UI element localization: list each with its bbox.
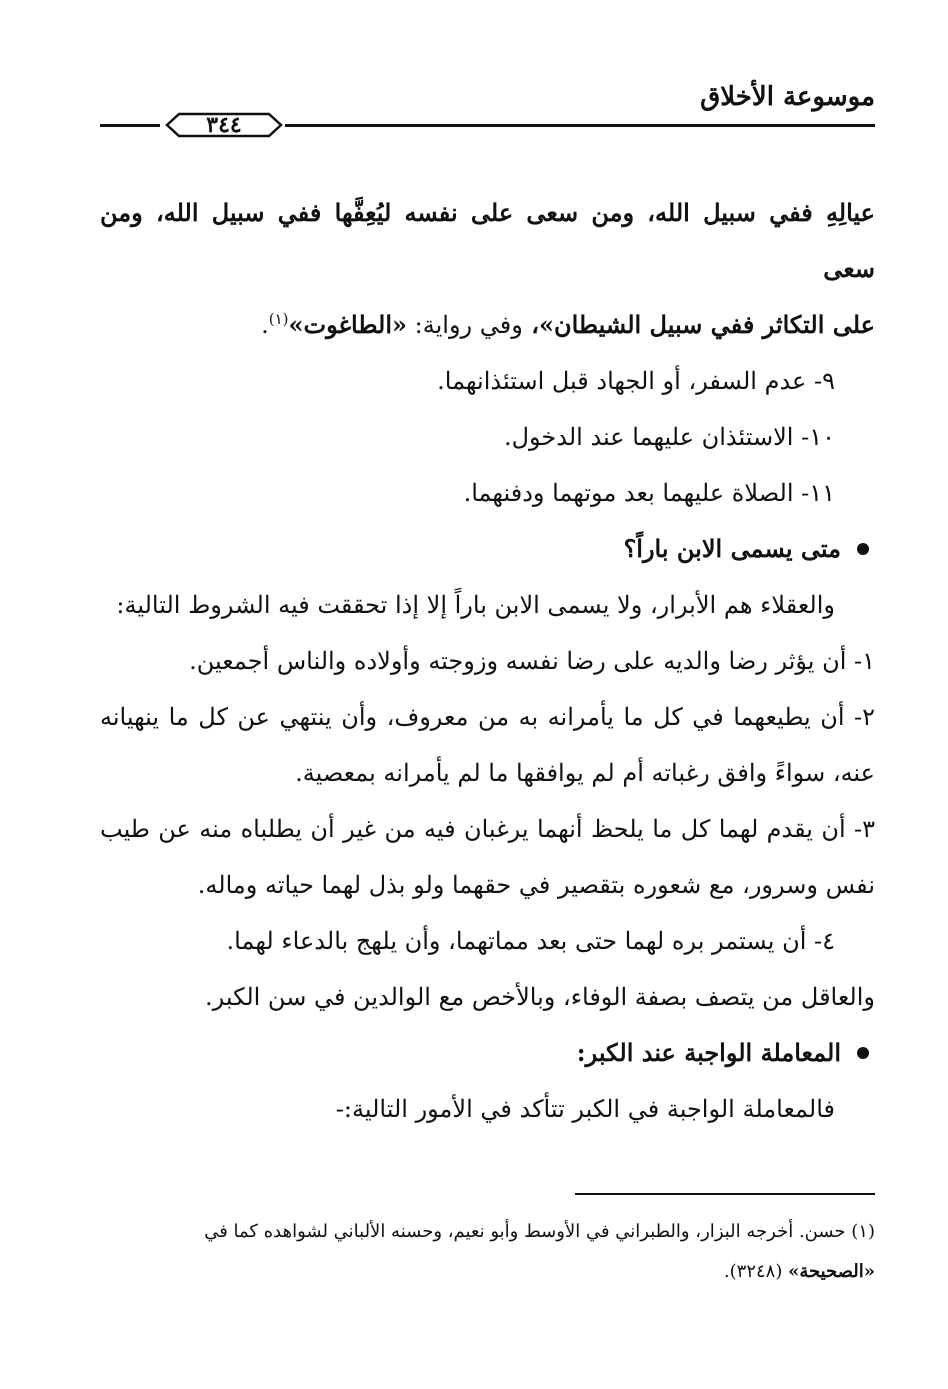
paragraph: والعقلاء هم الأبرار، ولا يسمى الابن باراً إلا إذا تحققت فيه الشروط التالية: — [116, 591, 835, 619]
paragraph: فالمعاملة الواجبة في الكبر تتأكد في الأمور التالية:- — [335, 1095, 835, 1123]
list-item: ١٠- الاستئذان عليهما عند الدخول. — [503, 423, 835, 451]
page-number-badge — [165, 110, 283, 140]
list-item: ٢- أن يطيعهما في كل ما يأمرانه به من معروف، وأن ينتهي عن كل ما ينهيانه عنه، سواءً وافق رغباته أم لم يوافقها ما لم يأمرانه بمعصية. — [100, 703, 875, 787]
list-item: ١١- الصلاة عليهما بعد موتهما ودفنهما. — [463, 479, 835, 507]
list-item: ١- أن يؤثر رضا والديه على رضا نفسه وزوجته وأولاده والناس أجمعين. — [189, 647, 875, 675]
list-item: ٤- أن يستمر بره لهما حتى بعد مماتهما، وأن يلهج بالدعاء لهما. — [226, 927, 835, 955]
bullet-icon — [857, 1047, 869, 1059]
text-line: عيالِهِ ففي سبيل الله، ومن سعى على نفسه ليُعِفَّها ففي سبيل الله، ومن سعى — [100, 198, 875, 283]
page-header — [100, 60, 875, 150]
section-heading: متى يسمى الابن باراً؟ — [100, 521, 875, 577]
paragraph: والعاقل من يتصف بصفة الوفاء، وبالأخص مع الوالدين في سن الكبر. — [204, 983, 875, 1011]
bullet-icon — [857, 543, 869, 555]
footnote-rule — [575, 1193, 875, 1195]
header-rule-left — [100, 124, 160, 127]
footnote — [100, 1212, 875, 1292]
footnote-source: «الصحيحة» (٣٢٤٨). — [723, 1261, 875, 1282]
header-rule — [285, 124, 875, 127]
list-item: ٣- أن يقدم لهما كل ما يلحظ أنهما يرغبان فيه من غير أن يطلباه منه عن طيب نفس وسرور، مع شعوره بتقصير في حقهما ولو بذل لهما حياته وماله. — [100, 815, 875, 899]
main-text — [100, 185, 875, 1137]
page-number: ٣٤٤ — [206, 112, 242, 138]
footnote-text: (١) حسن. أخرجه البزار، والطبراني في الأوسط وأبو نعيم، وحسنه الألباني لشواهده كما في — [204, 1221, 875, 1242]
section-heading: المعاملة الواجبة عند الكبر: — [100, 1025, 875, 1081]
book-title: موسوعة الأخلاق — [700, 82, 875, 112]
list-item: ٩- عدم السفر، أو الجهاد قبل استئذانهما. — [437, 367, 835, 395]
footnote-ref: (١) — [268, 310, 289, 328]
text-line: على التكاثر ففي سبيل الشيطان»، وفي رواية: «الطاغوت»$^{(١)}$. — [261, 310, 875, 339]
